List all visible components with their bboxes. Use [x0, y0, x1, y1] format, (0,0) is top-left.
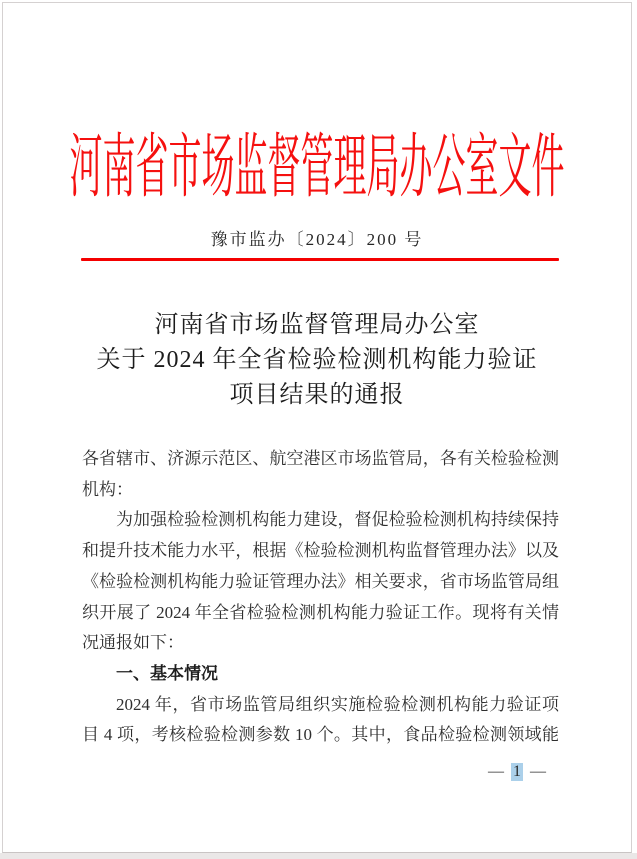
page-number-dash-left: —: [488, 763, 504, 780]
body-line: 2024 年，省市场监管局组织实施检验检测机构能力验证项: [116, 694, 559, 714]
document-body: [82, 444, 559, 751]
body-line: 为加强检验检测机构能力建设，督促检验检测机构持续保持: [116, 510, 559, 530]
page-number-value: 1: [513, 763, 521, 780]
document-title: [3, 308, 631, 413]
letterhead-banner: [3, 130, 631, 208]
body-line: 机构：: [82, 479, 133, 499]
document-title-line: 关于 2024 年全省检验检测机构能力验证: [96, 347, 538, 373]
document-page: [2, 2, 632, 853]
body-line: 况通报如下：: [82, 633, 184, 653]
body-line: 和提升技术能力水平，根据《检验检测机构监督管理办法》以及: [82, 541, 559, 561]
letterhead-title: 河南省市场监督管理局办公室文件: [69, 130, 565, 208]
body-line: 各省辖市、济源示范区、航空港区市场监管局，各有关检验检测: [82, 449, 559, 468]
document-title-line: 项目结果的通报: [229, 382, 405, 408]
page-edge-shadow: [0, 853, 637, 859]
body-line: 织开展了 2024 年全省检验检测机构能力验证工作。现将有关情: [82, 602, 559, 622]
body-line: 《检验检测机构能力验证管理办法》相关要求，省市场监管局组: [82, 571, 559, 591]
body-line: 目 4 项，考核检验检测参数 10 个。其中，食品检验检测领域能: [82, 725, 559, 745]
page-number-dash-right: —: [530, 763, 546, 780]
document-title-line: 河南省市场监督管理局办公室: [154, 312, 480, 338]
red-separator-line: [81, 258, 559, 261]
document-number: 豫市监办〔2024〕200 号: [210, 230, 424, 249]
page-number: [488, 762, 546, 782]
section-heading: 一、基本情况: [116, 663, 218, 683]
